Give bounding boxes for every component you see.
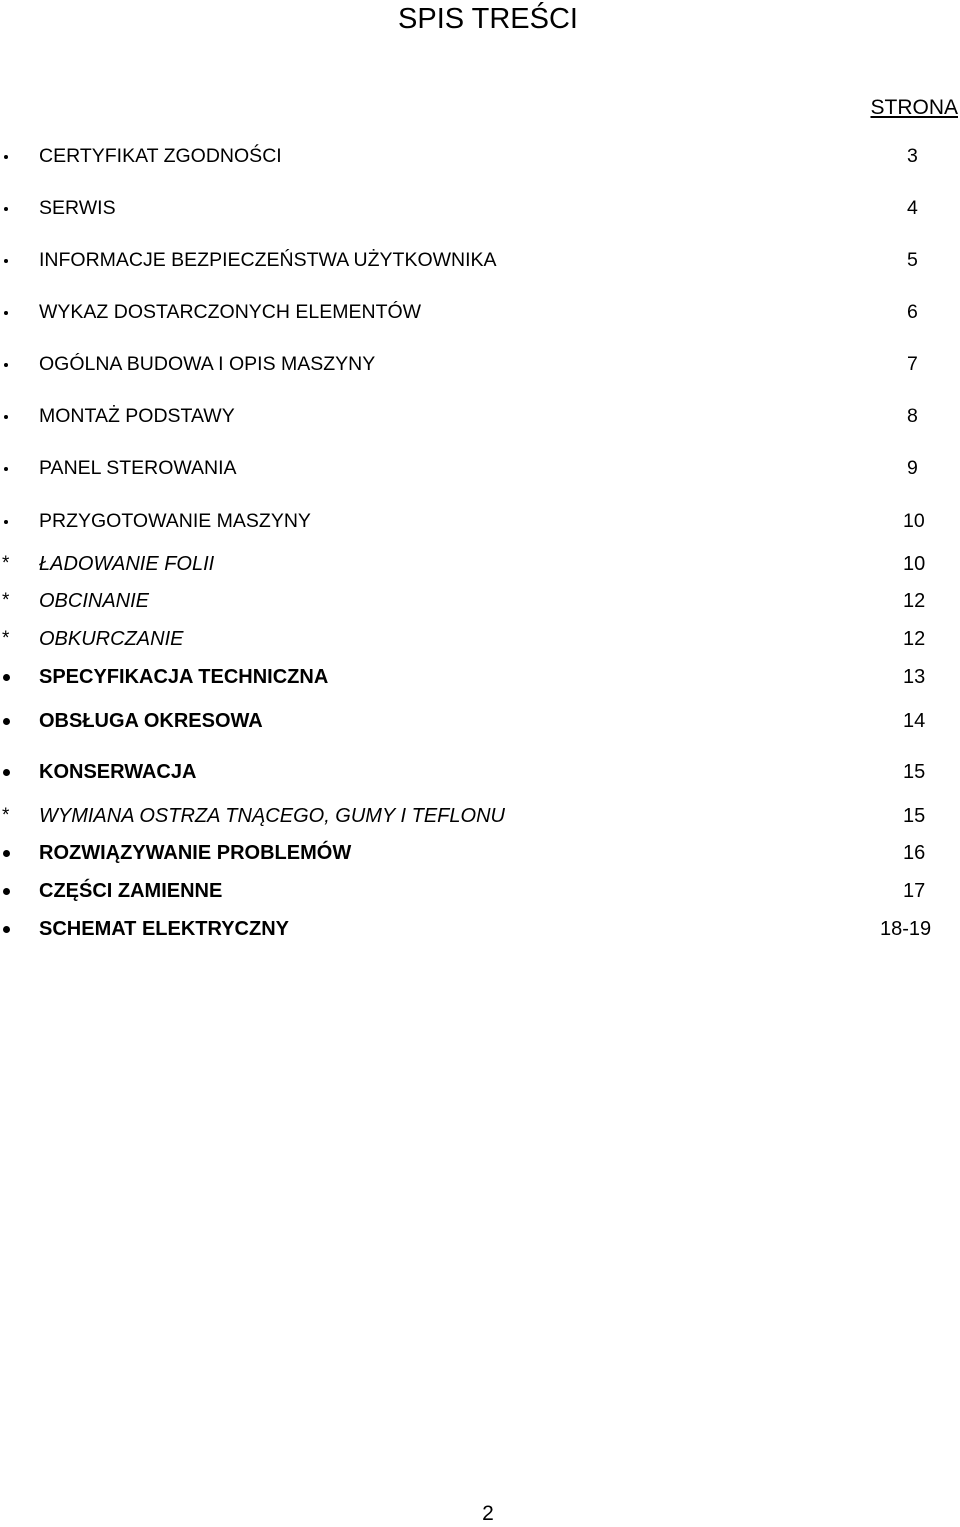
toc-entry[interactable] xyxy=(0,878,960,908)
toc-entry-page: 13 xyxy=(903,666,926,688)
toc-entry-label: KONSERWACJA xyxy=(39,761,197,783)
toc-entry-page: 16 xyxy=(903,842,926,864)
toc-entry[interactable] xyxy=(0,508,960,538)
toc-entry[interactable] xyxy=(0,916,960,946)
toc-entry[interactable] xyxy=(0,455,960,485)
bullet-icon xyxy=(3,850,10,857)
bullet-icon xyxy=(3,926,10,933)
toc-entry-page: 10 xyxy=(903,553,926,575)
bullet-icon xyxy=(4,311,8,315)
toc-entry[interactable] xyxy=(0,840,960,870)
toc-entry[interactable] xyxy=(0,403,960,433)
bullet-icon xyxy=(4,207,8,211)
toc-subentry[interactable] xyxy=(0,588,960,618)
toc-entry-label: CERTYFIKAT ZGODNOŚCI xyxy=(39,145,282,167)
toc-entry-page: 15 xyxy=(903,805,926,827)
bullet-icon xyxy=(4,415,8,419)
toc-entry-label: OBKURCZANIE xyxy=(39,628,184,650)
toc-entry-page: 9 xyxy=(907,457,918,479)
toc-entry[interactable] xyxy=(0,759,960,789)
toc-entry-label: SCHEMAT ELEKTRYCZNY xyxy=(39,918,289,940)
toc-entry-label: INFORMACJE BEZPIECZEŃSTWA UŻYTKOWNIKA xyxy=(39,249,497,271)
toc-entry-label: SPECYFIKACJA TECHNICZNA xyxy=(39,666,329,688)
toc-entry-label: PRZYGOTOWANIE MASZYNY xyxy=(39,510,311,532)
toc-subentry[interactable] xyxy=(0,551,960,581)
toc-entry-label: MONTAŻ PODSTAWY xyxy=(39,405,235,427)
toc-entry-page: 3 xyxy=(907,145,918,167)
toc-entry[interactable] xyxy=(0,195,960,225)
bullet-icon xyxy=(3,674,10,681)
toc-entry-label: ŁADOWANIE FOLII xyxy=(39,553,215,575)
bullet-icon xyxy=(3,769,10,776)
toc-entry-page: 17 xyxy=(903,880,926,902)
toc-entry-page: 8 xyxy=(907,405,918,427)
bullet-icon xyxy=(4,520,8,524)
bullet-icon xyxy=(3,888,10,895)
toc-entry-label: WYMIANA OSTRZA TNĄCEGO, GUMY I TEFLONU xyxy=(39,805,505,827)
toc-entry[interactable] xyxy=(0,247,960,277)
bullet-icon xyxy=(4,155,8,159)
toc-entry-page: 5 xyxy=(907,249,918,271)
asterisk-icon: * xyxy=(2,805,10,826)
toc-subentry[interactable] xyxy=(0,626,960,656)
toc-entry-page: 14 xyxy=(903,710,926,732)
toc-entry[interactable] xyxy=(0,708,960,738)
toc-entry[interactable] xyxy=(0,299,960,329)
asterisk-icon: * xyxy=(2,590,10,611)
toc-entry-label: OBSŁUGA OKRESOWA xyxy=(39,710,263,732)
toc-entry-label: ROZWIĄZYWANIE PROBLEMÓW xyxy=(39,842,352,864)
bullet-icon xyxy=(4,467,8,471)
toc-entry-label: WYKAZ DOSTARCZONYCH ELEMENTÓW xyxy=(39,301,422,323)
toc-entry[interactable] xyxy=(0,351,960,381)
toc-entry-page: 18-19 xyxy=(880,918,932,940)
page-title: SPIS TREŚCI xyxy=(398,3,578,35)
bullet-icon xyxy=(4,363,8,367)
asterisk-icon: * xyxy=(2,553,10,574)
toc-entry-label: SERWIS xyxy=(39,197,116,219)
bullet-icon xyxy=(4,259,8,263)
toc-entry[interactable] xyxy=(0,664,960,694)
toc-entry-page: 12 xyxy=(903,628,926,650)
toc-entry-label: PANEL STEROWANIA xyxy=(39,457,237,479)
toc-entry[interactable] xyxy=(0,143,960,173)
page-number: 2 xyxy=(482,1502,494,1525)
toc-entry-label: OBCINANIE xyxy=(39,590,150,612)
toc-entry-label: CZĘŚCI ZAMIENNE xyxy=(39,880,223,902)
page-column-header: STRONA xyxy=(870,96,958,119)
toc-entry-label: OGÓLNA BUDOWA I OPIS MASZYNY xyxy=(39,353,376,375)
toc-entry-page: 10 xyxy=(903,510,925,532)
toc-subentry[interactable] xyxy=(0,803,960,833)
toc-entry-page: 15 xyxy=(903,761,926,783)
toc-entry-page: 7 xyxy=(907,353,918,375)
toc-entry-page: 6 xyxy=(907,301,918,323)
toc-entry-page: 4 xyxy=(907,197,918,219)
bullet-icon xyxy=(3,718,10,725)
asterisk-icon: * xyxy=(2,628,10,649)
toc-entry-page: 12 xyxy=(903,590,926,612)
